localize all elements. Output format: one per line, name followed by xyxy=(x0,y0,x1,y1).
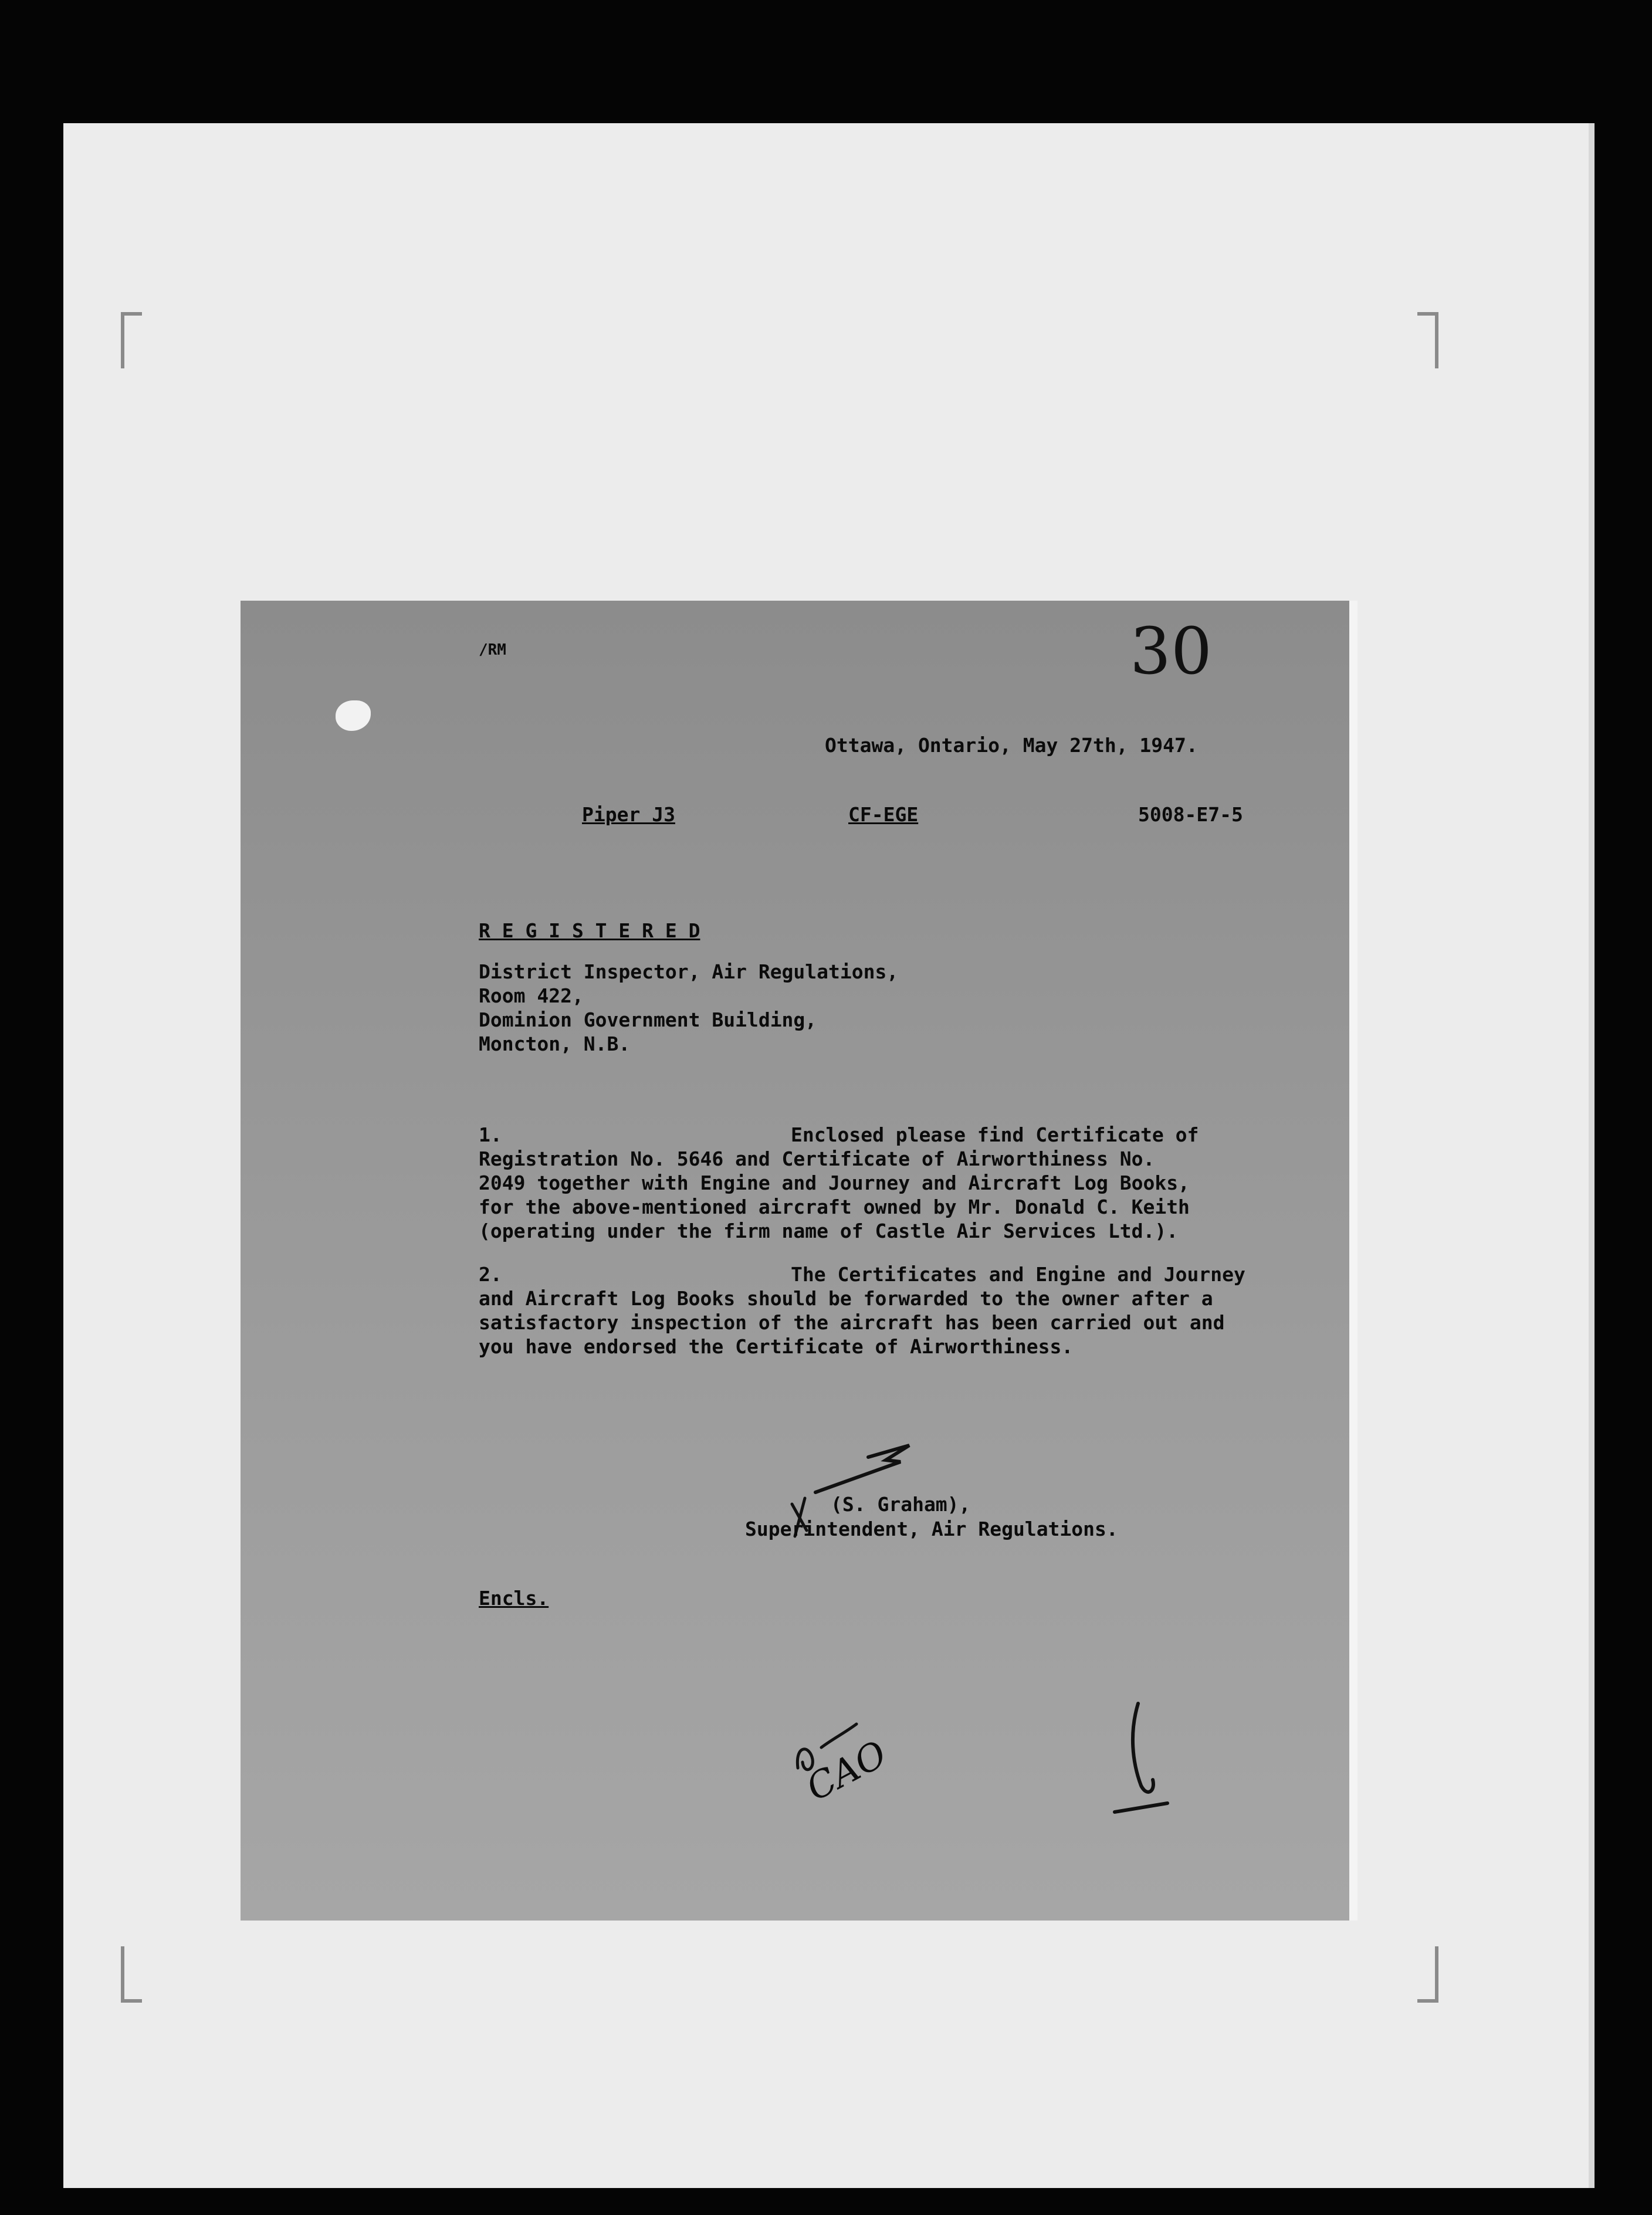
enclosures: Encls. xyxy=(479,1587,549,1610)
paragraph-2-line-4: you have endorsed the Certificate of Airworthiness. xyxy=(479,1335,1074,1358)
paragraph-1-line-2: Registration No. 5646 and Certificate of Airworthiness No. xyxy=(479,1147,1155,1170)
paragraph-1-line-5: (operating under the firm name of Castle Air Services Ltd.). xyxy=(479,1220,1179,1242)
address-line-3: Dominion Government Building, xyxy=(479,1008,817,1031)
registration-mark: CF-EGE xyxy=(848,803,919,826)
paragraph-2-line-2: and Aircraft Log Books should be forwarded to the owner after a xyxy=(479,1287,1213,1310)
aircraft-type: Piper J3 xyxy=(582,803,675,826)
address-line-2: Room 422, xyxy=(479,984,584,1007)
paragraph-2-line-3: satisfactory inspection of the aircraft has been carried out and xyxy=(479,1311,1225,1334)
address-line-1: District Inspector, Air Regulations, xyxy=(479,960,899,983)
signatory-title: Superintendent, Air Regulations. xyxy=(745,1518,1118,1540)
handwritten-number: 30 xyxy=(1130,614,1212,689)
signatory-name: (S. Graham), xyxy=(831,1493,971,1516)
paragraph-2-number: 2. xyxy=(479,1263,502,1286)
paragraph-1-line-3: 2049 together with Engine and Journey and Aircraft Log Books, xyxy=(479,1171,1190,1194)
paragraph-2-line-1: The Certificates and Engine and Journey xyxy=(791,1263,1245,1286)
crop-mark-bottom-right xyxy=(1417,1946,1438,2003)
handwritten-note: CAO xyxy=(799,1732,894,1810)
handwritten-check-mark xyxy=(1097,1692,1191,1833)
crop-mark-top-left xyxy=(121,312,142,368)
date-line: Ottawa, Ontario, May 27th, 1947. xyxy=(825,734,1198,757)
address-line-4: Moncton, N.B. xyxy=(479,1032,631,1055)
letter-sheet xyxy=(241,601,1358,1921)
file-number: 5008-E7-5 xyxy=(1138,803,1243,826)
crop-mark-top-right xyxy=(1417,312,1438,368)
crop-mark-bottom-left xyxy=(121,1946,142,2003)
reference-code: /RM xyxy=(479,641,506,659)
paragraph-1-line-4: for the above-mentioned aircraft owned by Mr. Donald C. Keith xyxy=(479,1195,1190,1218)
paragraph-1-line-1: Enclosed please find Certificate of xyxy=(791,1123,1199,1146)
registered-heading: R E G I S T E R E D xyxy=(479,919,700,942)
paper-damage-spot xyxy=(336,700,371,731)
paragraph-1-number: 1. xyxy=(479,1123,502,1146)
